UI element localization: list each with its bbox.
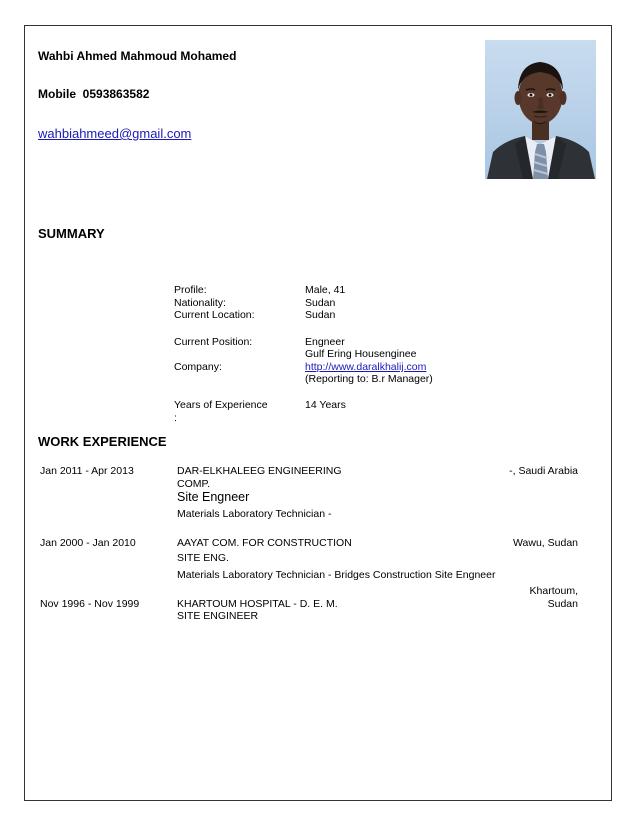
candidate-name: Wahbi Ahmed Mahmoud Mohamed — [38, 49, 237, 63]
summary-label-nationality: Nationality: — [174, 297, 226, 309]
summary-label-profile: Profile: — [174, 284, 207, 296]
summary-heading: SUMMARY — [38, 226, 105, 241]
job-2-company: AAYAT COM. FOR CONSTRUCTION — [177, 537, 352, 549]
job-1-title: Site Engneer — [177, 490, 250, 504]
mobile-label: Mobile — [38, 87, 76, 101]
summary-label-company: Company: — [174, 361, 222, 373]
summary-label-position: Current Position: — [174, 336, 253, 348]
summary-value-position: Engneer — [305, 336, 345, 348]
job-3-company-line2: SITE ENGINEER — [177, 610, 259, 622]
profile-photo — [485, 40, 596, 179]
mobile-number: 0593863582 — [82, 87, 150, 101]
summary-value-profile: Male, 41 — [305, 284, 346, 296]
summary-value-nationality: Sudan — [305, 297, 336, 309]
job-2-dates: Jan 2000 - Jan 2010 — [40, 537, 136, 549]
summary-value-reporting: (Reporting to: B.r Manager) — [305, 373, 433, 385]
job-3-location-country: Sudan — [547, 598, 578, 610]
job-1-description: Materials Laboratory Technician - — [177, 508, 332, 520]
resume-page — [24, 25, 612, 801]
job-3-company: KHARTOUM HOSPITAL - D. E. M. — [177, 598, 338, 610]
email-link[interactable]: wahbiahmeed@gmail.com — [38, 126, 192, 141]
summary-label-location: Current Location: — [174, 309, 255, 321]
job-3-location-city: Khartoum, — [529, 585, 578, 597]
summary-label-experience: Years of Experience — [174, 399, 268, 411]
company-website-link[interactable]: http://www.daralkhalij.com — [305, 361, 427, 373]
job-3-dates: Nov 1996 - Nov 1999 — [40, 598, 140, 610]
job-2-company-line2: SITE ENG. — [177, 552, 229, 564]
job-2-location: Wawu, Sudan — [513, 537, 578, 549]
job-1-company-line2: COMP. — [177, 478, 211, 490]
job-1-company: DAR-ELKHALEEG ENGINEERING — [177, 465, 342, 477]
summary-value-employer: Gulf Ering Housenginee — [305, 348, 417, 360]
job-1-dates: Jan 2011 - Apr 2013 — [40, 465, 134, 477]
mobile-line — [38, 87, 149, 101]
summary-label-experience-colon: : — [174, 412, 177, 424]
summary-value-experience: 14 Years — [305, 399, 346, 411]
work-experience-heading: WORK EXPERIENCE — [38, 434, 167, 449]
job-1-location: -, Saudi Arabia — [509, 465, 578, 477]
job-2-description: Materials Laboratory Technician - Bridges Construction Site Engneer — [177, 569, 496, 581]
summary-value-location: Sudan — [305, 309, 336, 321]
